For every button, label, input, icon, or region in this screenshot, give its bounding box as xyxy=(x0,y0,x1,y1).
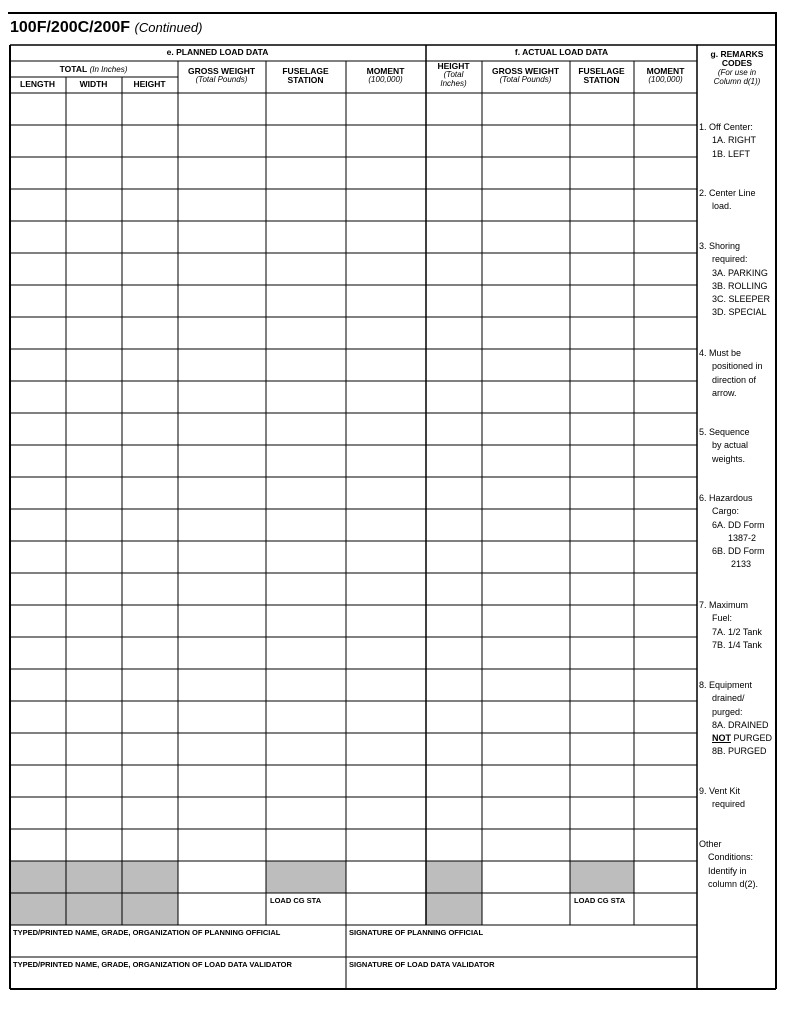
planned-section-header: e. PLANNED LOAD DATA xyxy=(166,47,269,57)
actual-height-header: HEIGHT xyxy=(437,61,470,71)
planner-signature-label: SIGNATURE OF PLANNING OFFICIAL xyxy=(349,928,484,937)
actual-moment-unit: (100,000) xyxy=(648,75,683,84)
planned-gross-weight-header: GROSS WEIGHT xyxy=(187,66,256,76)
actual-section-header: f. ACTUAL LOAD DATA xyxy=(514,47,609,57)
remarks-header: g. REMARKS xyxy=(710,49,764,59)
shaded-total-cell xyxy=(123,894,178,925)
validator-name-label: TYPED/PRINTED NAME, GRADE, ORGANIZATION OF LOAD DATA VALIDATOR xyxy=(13,960,292,969)
remark-code-6: 6. Hazardous Cargo: 6A. DD Form 1387-2 6B. DD Form 2133 xyxy=(699,493,765,570)
remark-code-5: 5. Sequence by actual weights. xyxy=(699,427,750,464)
length-header: LENGTH xyxy=(20,79,55,89)
planned-load-cg-label: LOAD CG STA xyxy=(270,896,322,905)
actual-fuselage-header: FUSELAGE xyxy=(578,66,625,76)
planner-name-label: TYPED/PRINTED NAME, GRADE, ORGANIZATION OF PLANNING OFFICIAL xyxy=(13,928,281,937)
actual-height-unit-2: Inches) xyxy=(440,79,467,88)
validator-signature-label: SIGNATURE OF LOAD DATA VALIDATOR xyxy=(349,960,495,969)
shaded-total-cell xyxy=(11,862,66,893)
actual-station-header: STATION xyxy=(583,75,620,85)
total-unit: (In Inches) xyxy=(89,65,128,74)
shaded-total-cell xyxy=(427,862,482,893)
remark-code-3: 3. Shoring required: 3A. PARKING 3B. ROLLING 3C. SLEEPER 3D. SPECIAL xyxy=(699,241,771,318)
actual-moment-header: MOMENT xyxy=(646,66,685,76)
width-header: WIDTH xyxy=(79,79,108,89)
shaded-total-cell xyxy=(571,862,634,893)
planned-station-header: STATION xyxy=(287,75,324,85)
remark-code-7: 7. Maximum Fuel: 7A. 1/2 Tank 7B. 1/4 Tank xyxy=(699,600,762,650)
total-header xyxy=(10,65,177,74)
remark-other-conditions: Other Conditions: Identify in column d(2). xyxy=(699,839,759,889)
planned-gross-weight-unit: (Total Pounds) xyxy=(195,75,248,84)
remarks-usage-2: Column d(1)) xyxy=(713,77,761,86)
remark-code-2: 2. Center Line load. xyxy=(699,188,756,212)
shaded-total-cell xyxy=(11,894,66,925)
actual-load-cg-label: LOAD CG STA xyxy=(574,896,626,905)
form-number: 100F/200C/200F xyxy=(10,19,131,36)
shaded-total-cell xyxy=(267,862,346,893)
planned-moment-unit: (100,000) xyxy=(368,75,403,84)
actual-height-unit-1: (Total xyxy=(443,70,464,79)
shaded-total-cell xyxy=(123,862,178,893)
height-header: HEIGHT xyxy=(133,79,166,89)
remark-code-9: 9. Vent Kit required xyxy=(699,786,746,810)
remark-code-1: 1. Off Center: 1A. RIGHT 1B. LEFT xyxy=(699,122,757,159)
shaded-total-cell xyxy=(67,862,122,893)
remarks-codes-header: CODES xyxy=(721,58,753,68)
shaded-total-cell xyxy=(67,894,122,925)
actual-gross-weight-unit: (Total Pounds) xyxy=(499,75,552,84)
total-label: TOTAL xyxy=(59,64,88,74)
remark-code-4: 4. Must be positioned in direction of arrow. xyxy=(699,348,763,398)
planned-fuselage-header: FUSELAGE xyxy=(282,66,329,76)
shaded-total-cell xyxy=(427,894,482,925)
remark-code-8: 8. Equipment drained/ purged: 8A. DRAINED NOT PURGED 8B. PURGED xyxy=(699,680,773,757)
actual-gross-weight-header: GROSS WEIGHT xyxy=(491,66,560,76)
planned-moment-header: MOMENT xyxy=(366,66,405,76)
form-subtitle: (Continued) xyxy=(134,20,203,35)
remarks-usage-1: (For use in xyxy=(717,68,757,77)
